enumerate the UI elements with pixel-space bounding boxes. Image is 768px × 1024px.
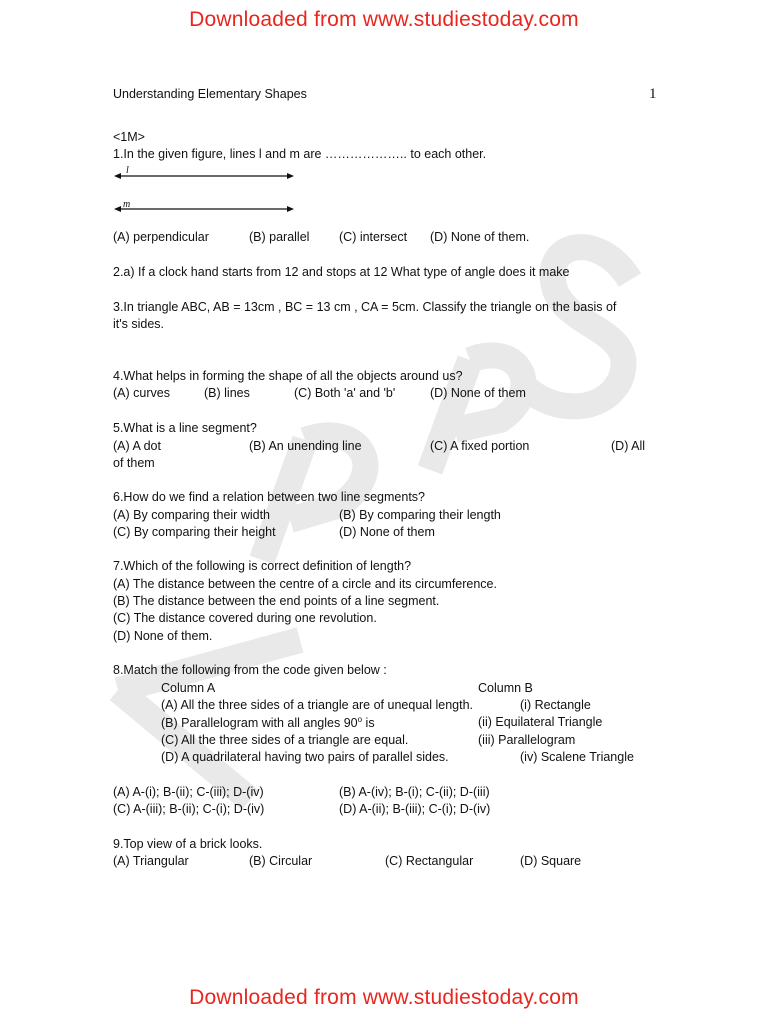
question-9-text: 9.Top view of a brick looks. (113, 837, 263, 851)
column-a-item-4: (D) A quadrilateral having two pairs of parallel sides. (161, 750, 449, 764)
question-8-option-d: (D) A-(ii); B-(iii); C-(i); D-(iv) (339, 802, 491, 816)
question-7-option-c: (C) The distance covered during one revolution. (113, 611, 377, 625)
download-banner-bottom[interactable]: Downloaded from www.studiestoday.com (189, 986, 579, 1009)
column-b-item-3: (iii) Parallelogram (478, 733, 576, 747)
question-4-option-b: (B) lines (204, 386, 250, 400)
question-1-option-b: (B) parallel (249, 230, 310, 244)
question-9-option-d: (D) Square (520, 854, 582, 868)
question-6-option-b: (B) By comparing their length (339, 508, 501, 522)
column-b-item-4: (iv) Scalene Triangle (520, 750, 634, 764)
column-b-item-2: (ii) Equilateral Triangle (478, 715, 603, 729)
question-5-text: 5.What is a line segment? (113, 421, 257, 435)
question-7-option-b: (B) The distance between the end points of a line segment. (113, 594, 440, 608)
question-5-option-d-continuation: of them (113, 456, 155, 470)
question-9-option-c: (C) Rectangular (385, 854, 474, 868)
question-5-option-d: (D) All (611, 439, 646, 453)
question-2-text: 2.a) If a clock hand starts from 12 and stops at 12 What type of angle does it make (113, 265, 570, 279)
line-l (114, 173, 294, 179)
column-a-item-2 (161, 715, 375, 730)
question-1-option-c: (C) intersect (339, 230, 408, 244)
question-9-option-b: (B) Circular (249, 854, 313, 868)
question-8-option-a: (A) A-(i); B-(ii); C-(iii); D-(iv) (113, 785, 264, 799)
question-1-option-a: (A) perpendicular (113, 230, 209, 244)
degree-symbol: o (357, 715, 363, 724)
question-6-option-c: (C) By comparing their height (113, 525, 276, 539)
question-6-text: 6.How do we find a relation between two line segments? (113, 490, 425, 504)
section-marks: <1M> (113, 130, 145, 144)
line-m-label: m (123, 199, 131, 210)
column-a-item-3: (C) All the three sides of a triangle are equal. (161, 733, 409, 747)
question-4-option-a: (A) curves (113, 386, 170, 400)
question-8-text: 8.Match the following from the code given below : (113, 663, 387, 677)
question-6-option-d: (D) None of them (339, 525, 435, 539)
question-5-option-a: (A) A dot (113, 439, 161, 453)
question-6-option-a: (A) By comparing their width (113, 508, 271, 522)
question-1-text: 1.In the given figure, lines l and m are ……………….. to each other. (113, 147, 487, 161)
column-a-item-1: (A) All the three sides of a triangle are of unequal length. (161, 698, 473, 712)
question-9-option-a: (A) Triangular (113, 854, 189, 868)
question-7-text: 7.Which of the following is correct definition of length? (113, 559, 412, 573)
question-4-option-d: (D) None of them (430, 386, 526, 400)
line-l-label: l (126, 165, 129, 176)
page-number: 1 (649, 86, 657, 102)
question-4-text: 4.What helps in forming the shape of all the objects around us? (113, 369, 463, 383)
question-1-option-d: (D) None of them. (430, 230, 530, 244)
download-banner-top[interactable]: Downloaded from www.studiestoday.com (189, 8, 579, 31)
question-7-option-d: (D) None of them. (113, 629, 213, 643)
line-m (114, 206, 294, 212)
column-a-item-2-suffix: is (362, 716, 375, 731)
question-3-line-1: 3.In triangle ABC, AB = 13cm , BC = 13 cm , CA = 5cm. Classify the triangle on the basis of (113, 300, 617, 314)
question-3-line-2: it's sides. (113, 317, 165, 331)
column-b-header: Column B (478, 681, 533, 695)
column-b-item-1: (i) Rectangle (520, 698, 591, 712)
question-8-option-b: (B) A-(iv); B-(i); C-(ii); D-(iii) (339, 785, 490, 799)
parallel-lines-figure (108, 164, 308, 216)
question-4-option-c: (C) Both 'a' and 'b' (294, 386, 396, 400)
question-7-option-a: (A) The distance between the centre of a circle and its circumference. (113, 577, 497, 591)
column-a-item-2-text: (B) Parallelogram with all angles 90 (161, 716, 358, 731)
question-5-option-c: (C) A fixed portion (430, 439, 530, 453)
question-5-option-b: (B) An unending line (249, 439, 362, 453)
page-title: Understanding Elementary Shapes (113, 87, 307, 101)
column-a-header: Column A (161, 681, 216, 695)
question-8-option-c: (C) A-(iii); B-(ii); C-(i); D-(iv) (113, 802, 265, 816)
